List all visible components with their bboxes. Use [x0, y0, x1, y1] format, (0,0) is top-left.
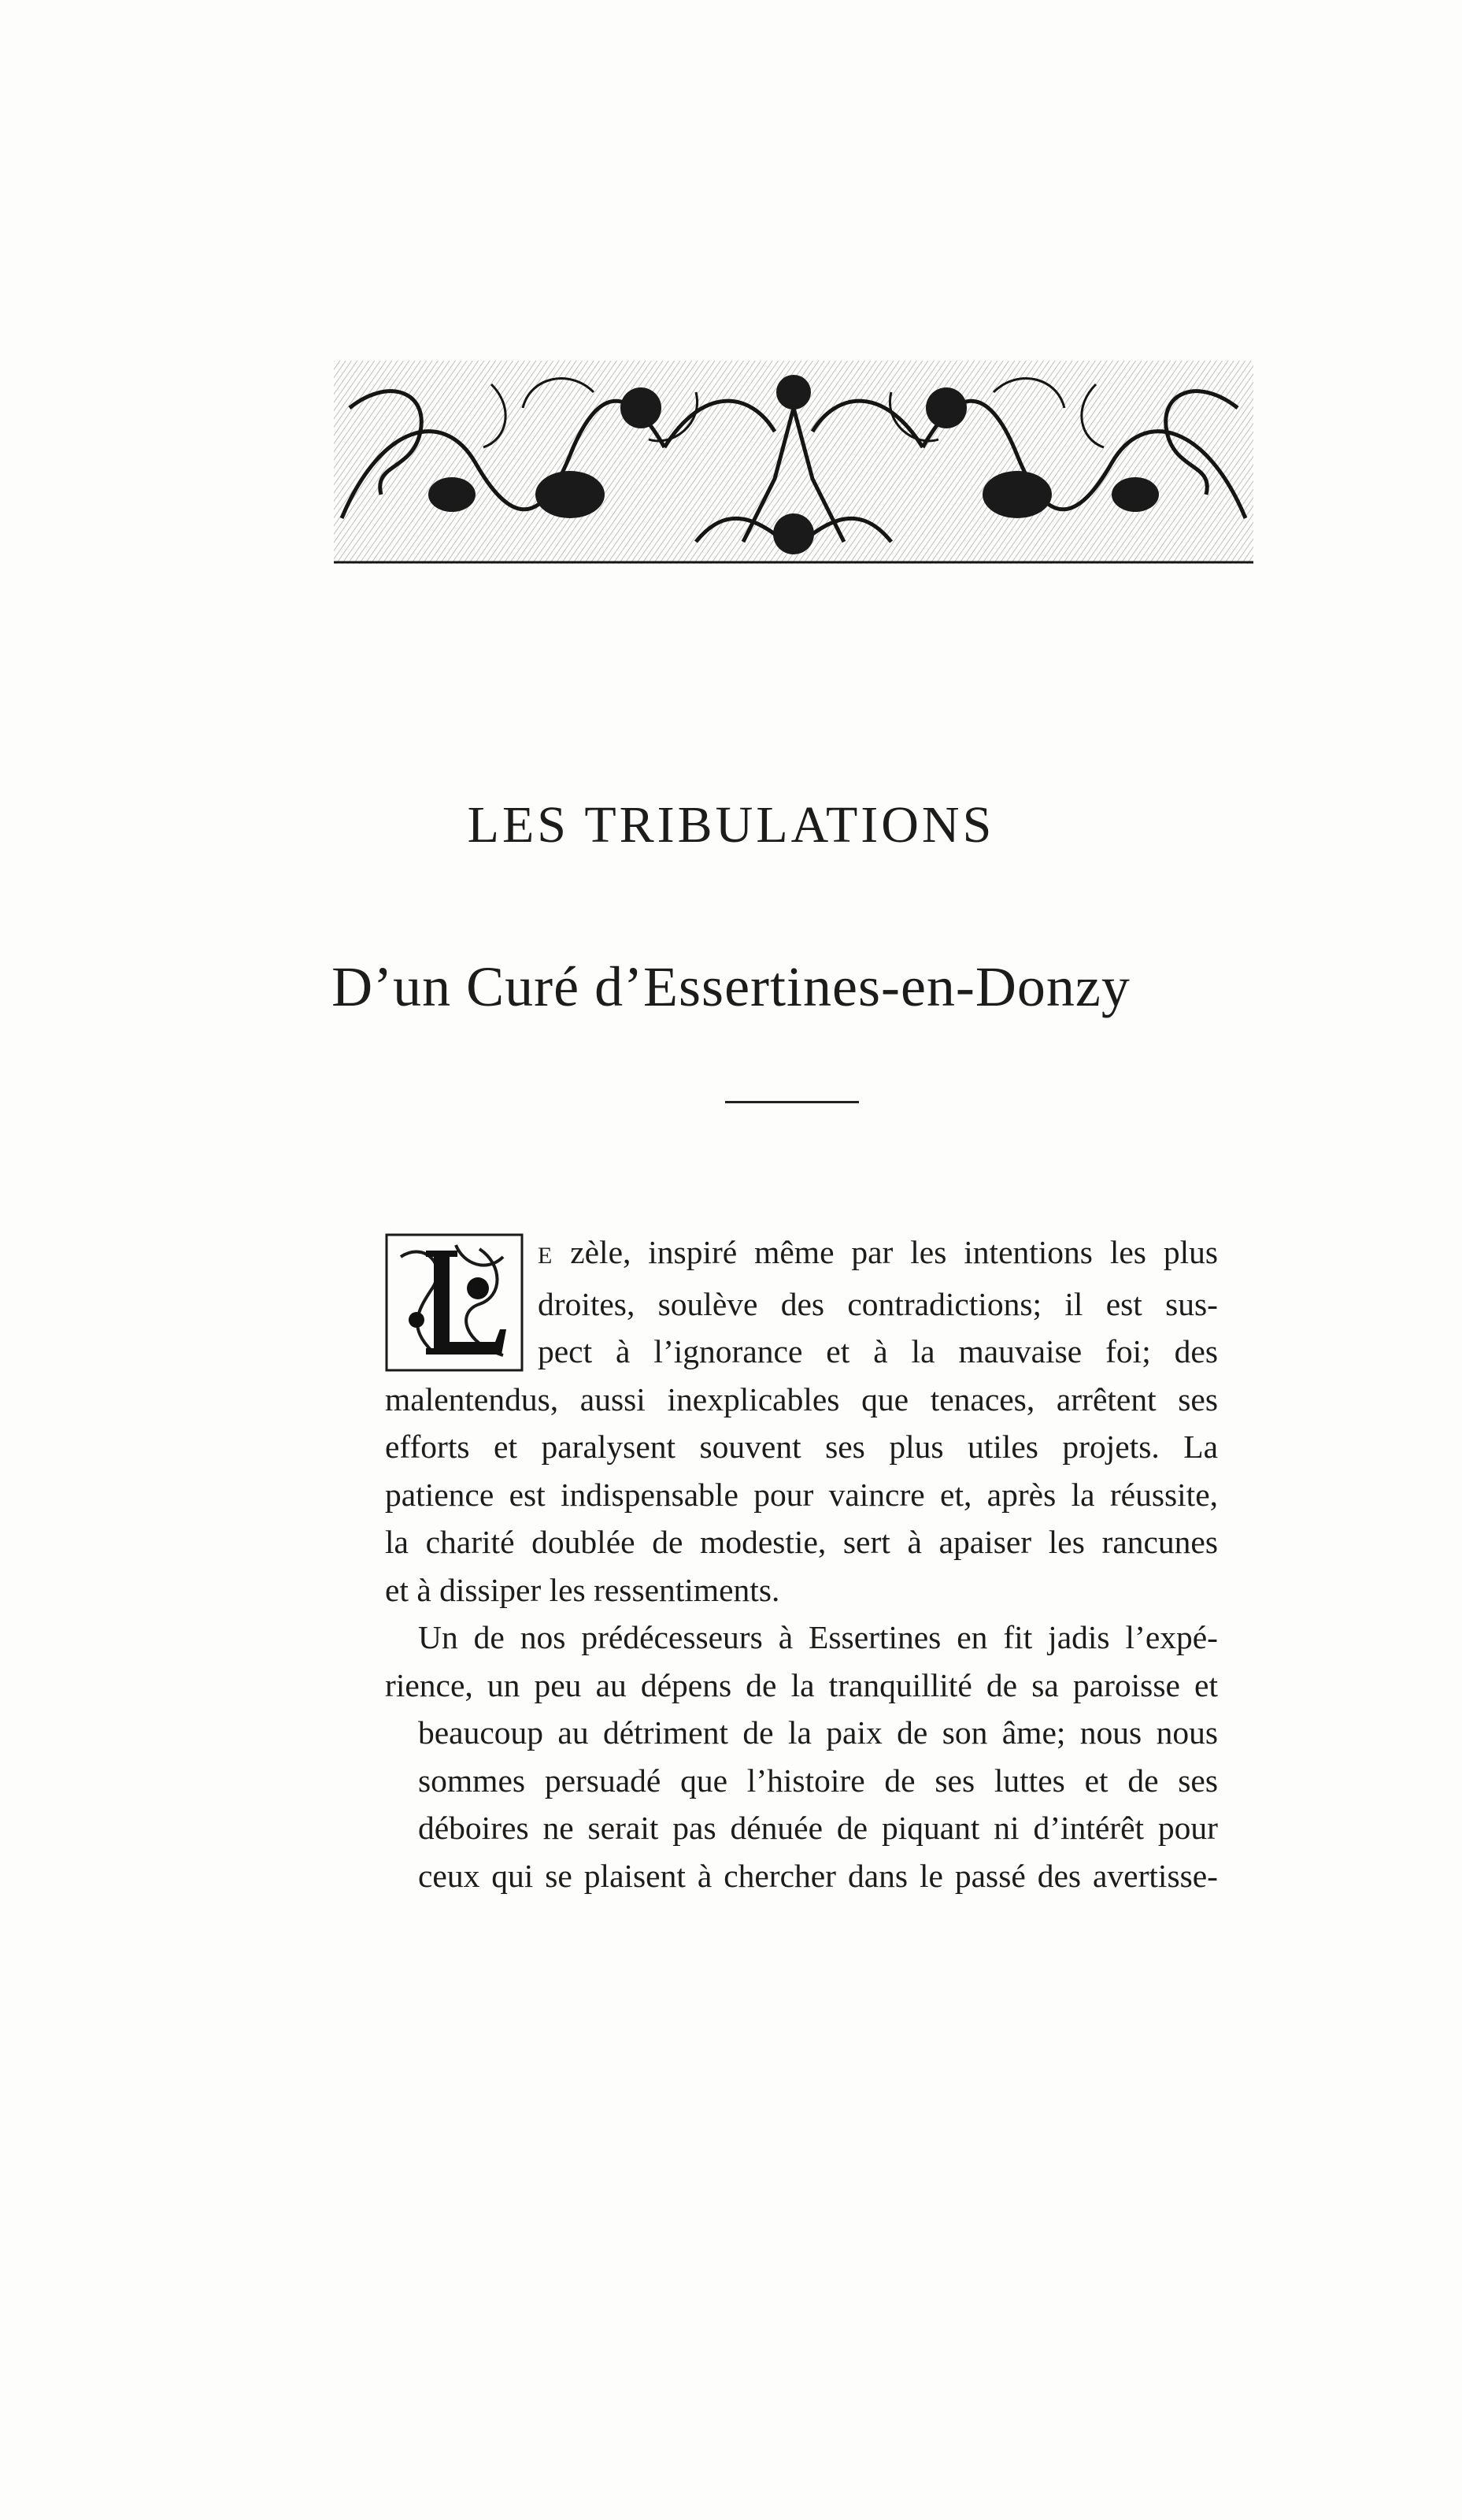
lead-smallcap: E — [538, 1243, 553, 1269]
chapter-title: LES TRIBULATIONS — [467, 796, 995, 854]
text-line: la charité doublée de modestie, sert à apaiser les rancunes — [385, 1524, 1218, 1560]
text-line: efforts et paralysent souvent ses plus utiles projets. La — [385, 1429, 1218, 1465]
text-line: pect à l’ignorance et à la mauvaise foi; des — [538, 1333, 1218, 1369]
paragraph-2 — [385, 1614, 1218, 1899]
text-line: droites, soulève des contradictions; il est sus- — [538, 1285, 1218, 1322]
title-divider — [725, 1101, 859, 1103]
text-line: malentendus, aussi inexplicables que tenaces, arrêtent ses — [385, 1380, 1218, 1418]
text-line: zèle, inspiré même par les intentions les plus — [570, 1234, 1218, 1270]
text-line: beaucoup au détriment de la paix de son âme; nous nous — [418, 1714, 1218, 1751]
text-line: sommes persuadé que l’histoire de ses luttes et de ses — [418, 1762, 1218, 1799]
paragraph-1 — [385, 1228, 1218, 1614]
text-line: déboires ne serait pas dénuée de piquant ni d’intérêt pour — [418, 1810, 1218, 1846]
text-line: rience, un peu au dépens de la tranquillité de sa paroisse et — [385, 1666, 1218, 1703]
body-text — [385, 1228, 1218, 1899]
text-line: Un de nos prédécesseurs à Essertines en fit jadis l’expé- — [418, 1619, 1218, 1655]
text-line: ceux qui se plaisent à chercher dans le passé des avertisse- — [418, 1857, 1218, 1894]
text-line: patience est indispensable pour vaincre et, après la réussite, — [385, 1476, 1218, 1513]
ornamental-initial-icon — [385, 1233, 524, 1372]
text-line: et à dissiper les ressentiments. — [385, 1571, 780, 1608]
ornamental-headpiece-icon — [334, 361, 1253, 564]
chapter-subtitle: D’un Curé d’Essertines-en-Donzy — [331, 955, 1131, 1018]
